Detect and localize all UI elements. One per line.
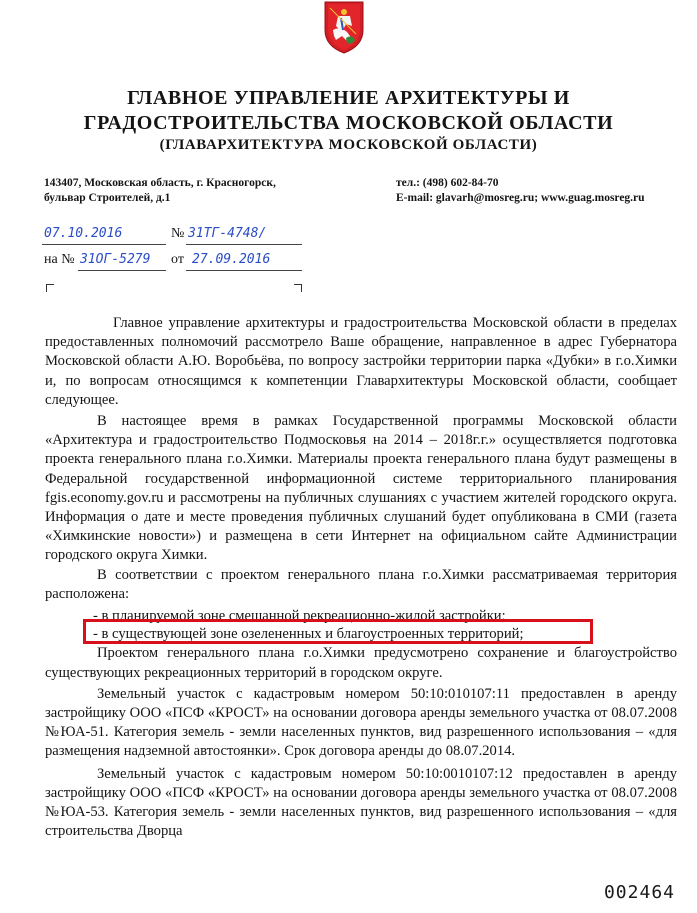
postal-address-line-2: бульвар Строителей, д.1: [44, 192, 171, 204]
reply-date: 27.09.2016: [192, 252, 271, 267]
document-serial-number: 002464: [603, 882, 675, 903]
address-right: [396, 176, 645, 206]
email-line: E-mail: glavarh@mosreg.ru; www.guag.mosreg.ru: [396, 192, 645, 204]
recipient-corner-right: [294, 284, 302, 292]
agency-title-line-2: ГРАДОСТРОИТЕЛЬСТВА МОСКОВСКОЙ ОБЛАСТИ: [83, 112, 614, 134]
outgoing-number: 31ТГ-4748/: [188, 226, 267, 241]
address-left: [44, 176, 276, 206]
reply-prefix: на №: [44, 252, 75, 267]
reply-date-underline: [186, 270, 302, 271]
paragraph-intro: Главное управление архитектуры и градостроительства Московской области в пределах предоставленных полномочий рассмотрело Ваше обращение, направленное в адрес Губернатора Московской области А.Ю. Воробьёва, по вопросу застройки территории парка «Дубки» в г.о.Химки и, по вопросам относящимся к компетенции Главархитектуры Московской области, сообщает следующее.: [45, 315, 677, 408]
reply-from-label: от: [171, 252, 184, 267]
paragraph-zoning: В соответствии с проектом генерального плана г.о.Химки рассматриваемая территория расположена:: [45, 566, 677, 602]
list-item-mixed-zone: - в планируемой зоне смешанной рекреационно-жилой застройки;: [93, 608, 506, 625]
outgoing-date-underline: [42, 244, 166, 245]
reply-number-underline: [78, 270, 166, 271]
recipient-corner-left: [46, 284, 54, 292]
highlight-box: [83, 619, 593, 644]
postal-address-line-1: 143407, Московская область, г. Красногорск,: [44, 177, 276, 189]
paragraph-recreation: Проектом генерального плана г.о.Химки предусмотрено сохранение и благоустройство существующих рекреационных территорий в городском округе.: [45, 645, 677, 681]
number-prefix: №: [171, 226, 185, 241]
outgoing-number-underline: [186, 244, 302, 245]
reply-number: 31ОГ-5279: [80, 252, 151, 267]
list-item-green-zone: - в существующей зоне озелененных и благоустроенных территорий;: [93, 626, 524, 643]
paragraph-land-plot-11: Земельный участок с кадастровым номером 50:10:010107:11 предоставлен в аренду застройщику ООО «ПСФ «КРОСТ» на основании договора аренды земельного участка от 08.07.2008 №ЮА-51. Категория земель - земли населенных пунктов, вид разрешенного использования – «для размещения надземной автостоянки». Срок договора аренды до 08.07.2014.: [45, 685, 677, 760]
agency-short-name: (ГЛАВАРХИТЕКТУРА МОСКОВСКОЙ ОБЛАСТИ): [159, 137, 538, 153]
letter-body: [45, 314, 677, 841]
paragraph-general-plan: В настоящее время в рамках Государственной программы Московской области «Архитектура и градостроительство Подмосковья на 2014 – 2018г.г.» осуществляется подготовка проекта генерального плана г.о.Химки. Материалы проекта генерального плана будут размещены в Федеральной государственной информационной системе территориального планирования fgis.economy.gov.ru и рассмотрены на публичных слушаниях с участием жителей городского округа. Информация о дате и месте проведения публичных слушаний будет опубликована в СМИ (газета «Химкинские новости») и размещена в сети Интернет на официальном сайте Администрации городского округа Химки.: [45, 413, 677, 564]
outgoing-date: 07.10.2016: [44, 226, 123, 241]
agency-title-line-1: ГЛАВНОЕ УПРАВЛЕНИЕ АРХИТЕКТУРЫ И: [127, 87, 570, 109]
phone-line: тел.: (498) 602-84-70: [396, 177, 499, 189]
paragraph-land-plot-12: Земельный участок с кадастровым номером 50:10:0010107:12 предоставлен в аренду застройщику ООО «ПСФ «КРОСТ» на основании договора аренды земельного участка от 08.07.2008 №ЮА-53. Категория земель - земли населенных пунктов, вид разрешенного использования – «для строительства Дворца: [45, 765, 677, 840]
coat-of-arms-icon: [322, 0, 366, 54]
